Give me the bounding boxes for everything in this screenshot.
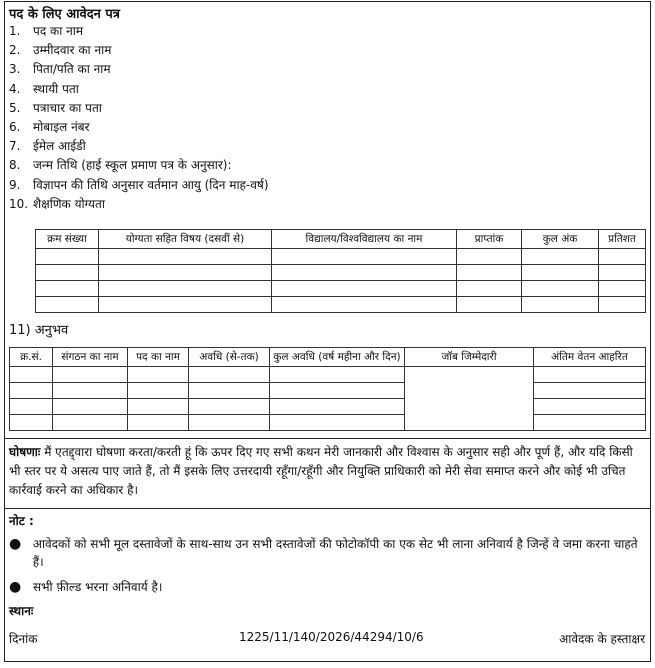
- field-item: [9, 118, 629, 137]
- field-number: 6.: [9, 119, 21, 134]
- note-bullet: [9, 535, 645, 571]
- field-label: ईमेल आईडी: [33, 139, 86, 154]
- table-cell[interactable]: [270, 367, 405, 383]
- table-cell[interactable]: [599, 249, 646, 265]
- table-cell[interactable]: [10, 415, 53, 431]
- column-header: जॉब जिम्मेदारी: [405, 348, 534, 367]
- field-item: [9, 60, 629, 79]
- education-table: [35, 229, 646, 313]
- field-label: उम्मीदवार का नाम: [33, 43, 112, 58]
- table-cell[interactable]: [272, 249, 457, 265]
- table-row: [10, 367, 646, 383]
- field-label: स्थायी पता: [33, 81, 79, 96]
- form-title: पद के लिए आवेदन पत्र: [9, 7, 120, 22]
- table-cell[interactable]: [10, 367, 53, 383]
- table-cell[interactable]: [599, 281, 646, 297]
- table-cell[interactable]: [189, 399, 270, 415]
- table-cell[interactable]: [99, 281, 272, 297]
- field-item: [9, 176, 629, 195]
- table-cell[interactable]: [522, 249, 599, 265]
- table-cell[interactable]: [99, 297, 272, 313]
- table-cell[interactable]: [128, 415, 189, 431]
- field-label: पत्राचार का पता: [33, 100, 102, 115]
- column-header: प्रतिशत: [599, 230, 646, 249]
- table-cell[interactable]: [272, 281, 457, 297]
- table-cell[interactable]: [53, 383, 128, 399]
- table-cell[interactable]: [522, 265, 599, 281]
- table-cell[interactable]: [99, 249, 272, 265]
- table-cell[interactable]: [522, 281, 599, 297]
- experience-table: [9, 347, 646, 431]
- table-cell[interactable]: [128, 383, 189, 399]
- bullet-icon: ●: [9, 579, 22, 595]
- table-cell[interactable]: [457, 249, 522, 265]
- column-header: क्रम संख्या: [36, 230, 99, 249]
- application-form: [4, 1, 651, 662]
- table-cell[interactable]: [36, 281, 99, 297]
- table-row: [36, 297, 646, 313]
- table-cell[interactable]: [272, 265, 457, 281]
- field-item: [9, 80, 629, 99]
- field-number: 1.: [9, 24, 21, 38]
- place-label: स्थानः: [9, 604, 34, 618]
- table-cell[interactable]: [36, 265, 99, 281]
- table-cell[interactable]: [534, 367, 646, 383]
- column-header: पद का नाम: [128, 348, 189, 367]
- table-cell[interactable]: [189, 367, 270, 383]
- field-label: जन्म तिथि (हाई स्कूल प्रमाण पत्र के अनुसार):: [33, 158, 232, 173]
- table-row: [10, 383, 646, 399]
- table-cell[interactable]: [522, 297, 599, 313]
- field-number: 4.: [9, 81, 21, 96]
- date-label: दिनांक: [9, 632, 38, 646]
- field-number: 10.: [9, 196, 29, 211]
- field-number: 3.: [9, 62, 21, 77]
- experience-label: 11) अनुभव: [9, 323, 69, 338]
- field-list: [9, 22, 629, 214]
- table-cell[interactable]: [457, 265, 522, 281]
- table-cell[interactable]: [534, 415, 646, 431]
- field-number: 9.: [9, 177, 21, 192]
- table-cell[interactable]: [457, 281, 522, 297]
- table-cell[interactable]: [128, 367, 189, 383]
- declaration: [9, 443, 645, 500]
- table-cell[interactable]: [53, 415, 128, 431]
- column-header: कुल अवधि (वर्ष महीना और दिन): [270, 348, 405, 367]
- field-item: [9, 137, 629, 156]
- field-item: [9, 41, 629, 60]
- field-item: [9, 22, 629, 41]
- table-row: [36, 281, 646, 297]
- field-label: शैक्षणिक योग्यता: [33, 196, 105, 211]
- table-cell[interactable]: [270, 415, 405, 431]
- table-cell[interactable]: [189, 415, 270, 431]
- field-label: पिता/पति का नाम: [33, 62, 111, 77]
- table-cell[interactable]: [270, 399, 405, 415]
- table-cell[interactable]: [272, 297, 457, 313]
- field-label: मोबाइल नंबर: [33, 119, 90, 134]
- table-cell[interactable]: [189, 383, 270, 399]
- field-item: [9, 99, 629, 118]
- column-header: विद्यालय/विश्वविद्यालय का नाम: [272, 230, 457, 249]
- field-number: 7.: [9, 139, 21, 154]
- table-cell[interactable]: [599, 297, 646, 313]
- table-row: [36, 265, 646, 281]
- table-header-row: [10, 348, 646, 367]
- note-text: सभी फ़ील्ड भरना अनिवार्य है।: [33, 580, 163, 594]
- declaration-label: घोषणाः: [9, 445, 41, 459]
- bullet-icon: ●: [9, 536, 22, 552]
- declaration-text: मैं एतद्द्वारा घोषणा करता/करती हूं कि ऊपर दिए गए सभी कथन मेरी जानकारी और विश्वास के अनुसार सही और पूर्ण हैं, और यदि किसी भी स्तर पर ये असत्य पाए जाते हैं, तो मैं इसके लिए उत्तरदायी रहूँगा/रहूँगी और नियुक्ति प्राधिकारी को मेरी सेवा समाप्त करने और कोई भी उचित कार्रवाई करने का अधिकार है।: [9, 445, 633, 497]
- table-cell[interactable]: [10, 399, 53, 415]
- note-title: नोट :: [9, 514, 34, 528]
- field-number: 8.: [9, 158, 21, 173]
- field-number: 2.: [9, 43, 21, 58]
- table-cell[interactable]: [534, 399, 646, 415]
- table-cell[interactable]: [36, 249, 99, 265]
- table-header-row: [36, 230, 646, 249]
- divider: [5, 508, 650, 509]
- table-cell[interactable]: [99, 265, 272, 281]
- field-item: [9, 195, 629, 214]
- table-cell[interactable]: [270, 383, 405, 399]
- note-text: आवेदकों को सभी मूल दस्तावेजों के साथ-साथ उन सभी दस्तावेजों की फोटोकॉपी का एक सेट भी लाना अनिवार्य है जिन्हें वे जमा करना चाहते हैं।: [32, 537, 638, 569]
- table-cell[interactable]: [53, 367, 128, 383]
- column-header: योग्यता सहित विषय (दसवीं से): [99, 230, 272, 249]
- table-cell[interactable]: [128, 399, 189, 415]
- table-cell[interactable]: [457, 297, 522, 313]
- column-header: अंतिम वेतन आहरित: [534, 348, 646, 367]
- column-header: कुल अंक: [522, 230, 599, 249]
- table-row: [10, 415, 646, 431]
- note-bullet: [9, 578, 645, 596]
- field-label: पद का नाम: [33, 24, 84, 38]
- divider: [5, 438, 650, 439]
- signature-label: आवेदक के हस्ताक्षर: [559, 632, 645, 646]
- table-cell[interactable]: [405, 367, 534, 431]
- table-row: [10, 399, 646, 415]
- column-header: अवधि (से-तक): [189, 348, 270, 367]
- table-row: [36, 249, 646, 265]
- column-header: प्राप्तांक: [457, 230, 522, 249]
- table-cell[interactable]: [534, 383, 646, 399]
- field-item: [9, 156, 629, 175]
- reference-number: 1225/11/140/2026/44294/10/6: [239, 630, 424, 644]
- table-cell[interactable]: [53, 399, 128, 415]
- field-number: 5.: [9, 100, 21, 115]
- column-header: क्र.सं.: [10, 348, 53, 367]
- table-cell[interactable]: [36, 297, 99, 313]
- column-header: संगठन का नाम: [53, 348, 128, 367]
- field-label: विज्ञापन की तिथि अनुसार वर्तमान आयु (दिन माह-वर्ष): [33, 177, 269, 192]
- table-cell[interactable]: [10, 383, 53, 399]
- table-cell[interactable]: [599, 265, 646, 281]
